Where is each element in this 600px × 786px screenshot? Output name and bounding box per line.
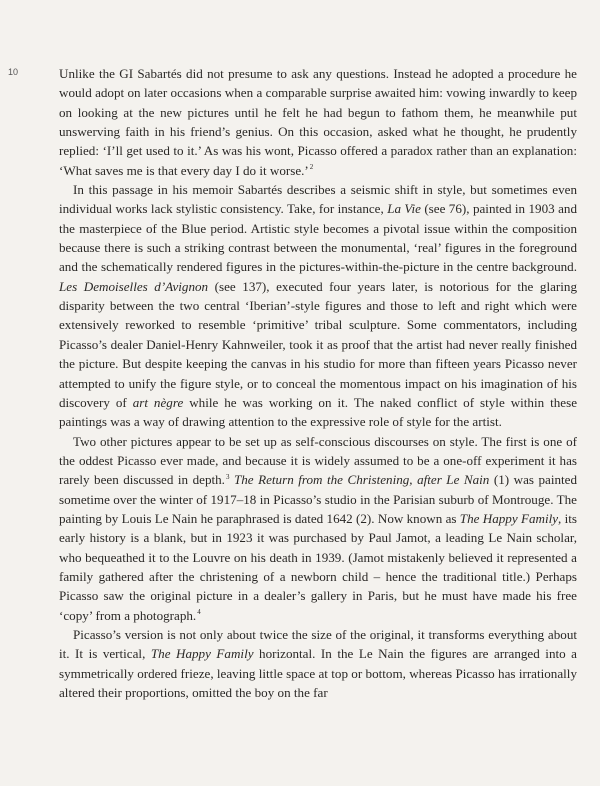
page-number: 10 xyxy=(8,67,19,77)
text-run: Picasso’s version is not only about twice the size of the original, it transforms everything about it. It is vertical, xyxy=(59,626,577,662)
paragraph xyxy=(59,180,577,431)
footnote-marker: 2 xyxy=(309,163,314,172)
italic-title: The Return from the Christening, after Le Nain xyxy=(233,472,490,488)
italic-title: The Happy Family xyxy=(150,646,254,662)
text-run: while he was working on it. The naked conflict of style within these paintings was a way of drawing attention to the expressive role of style for the artist. xyxy=(59,394,578,430)
text-run: Two other pictures appear to be set up as self-conscious discourses on style. The first is one of the oddest Picasso ever made, and because it is widely assumed to be a one-off experiment it has rarely been discussed in depth. xyxy=(59,433,577,488)
text-run: In this passage in his memoir Sabartés describes a seismic shift in style, but sometimes even individual works lack stylistic consistency. Take, for instance, xyxy=(59,182,577,217)
italic-title: La Vie xyxy=(387,201,421,217)
text-run: (1) was painted sometime over the winter of 1917–18 in Picasso’s studio in the Parisian suburb of Montrouge. The painting by Louis Le Nain he paraphrased is dated 1642 (2). Now known as xyxy=(59,472,578,526)
italic-title: Les Demoiselles d’Avignon xyxy=(59,278,209,294)
text-run: (see 76), painted in 1903 and the masterpiece of the Blue period. Artistic style becomes a pivotal issue within the composition because there is such a striking contrast between the monumental, ‘real’ figures in the foreground and the schematically rendered figures in the pictures-within-the-picture in the centre background. xyxy=(59,201,577,275)
paragraph xyxy=(59,625,577,702)
footnote-marker: 4 xyxy=(197,608,201,617)
italic-title: art nègre xyxy=(132,394,184,410)
paragraph xyxy=(59,64,577,180)
text-run: , its early history is a blank, but in 1923 it was purchased by Paul Jamot, a leading Le Nain scholar, who bequeathed it to the Louvre on his death in 1939. (Jamot mistakenly believed it represented a family gathered after the christening of a newborn child – hence the traditional title.) Perhaps Picasso saw the original picture in a dealer’s gallery in Paris, but he must have made his free ‘copy’ from a photograph. xyxy=(59,510,577,623)
paragraph xyxy=(59,432,577,625)
text-run: horizontal. In the Le Nain the figures are arranged into a symmetrically ordered frieze, leaving little space at top or bottom, whereas Picasso has irrationally altered their proportions, omitted the boy on the far xyxy=(59,646,577,700)
body-text xyxy=(59,64,577,702)
text-run: Unlike the GI Sabartés did not presume to ask any questions. Instead he adopted a procedure he would adopt on later occasions when a comparable surprise awaited him: vowing inwardly to keep on looking at the new pictures until he felt he had begun to fathom them, he meanwhile put unswerving faith in his friend’s genius. On this occasion, asked what he thought, he prudently replied: ‘I’ll get used to it.’ As was his wont, Picasso offered a paradox rather than an explanation: ‘What saves me is that every day I do it worse.’ xyxy=(59,66,577,178)
footnote-marker: 3 xyxy=(225,472,230,481)
italic-title: The Happy Family xyxy=(459,510,559,526)
text-run: (see 137), executed four years later, is notorious for the glaring disparity between the two central ‘Iberian’-style figures and those to left and right which were extensively reworked to resemble ‘primitive’ tribal sculpture. Some commentators, including Picasso’s dealer Daniel-Henry Kahnweiler, took it as proof that the artist had never really finished the picture. But despite keeping the canvas in his studio for more than fifteen years Picasso never attempted to unify the figure style, or to conceal the momentous impact on his imagination of his discovery of xyxy=(59,278,577,410)
